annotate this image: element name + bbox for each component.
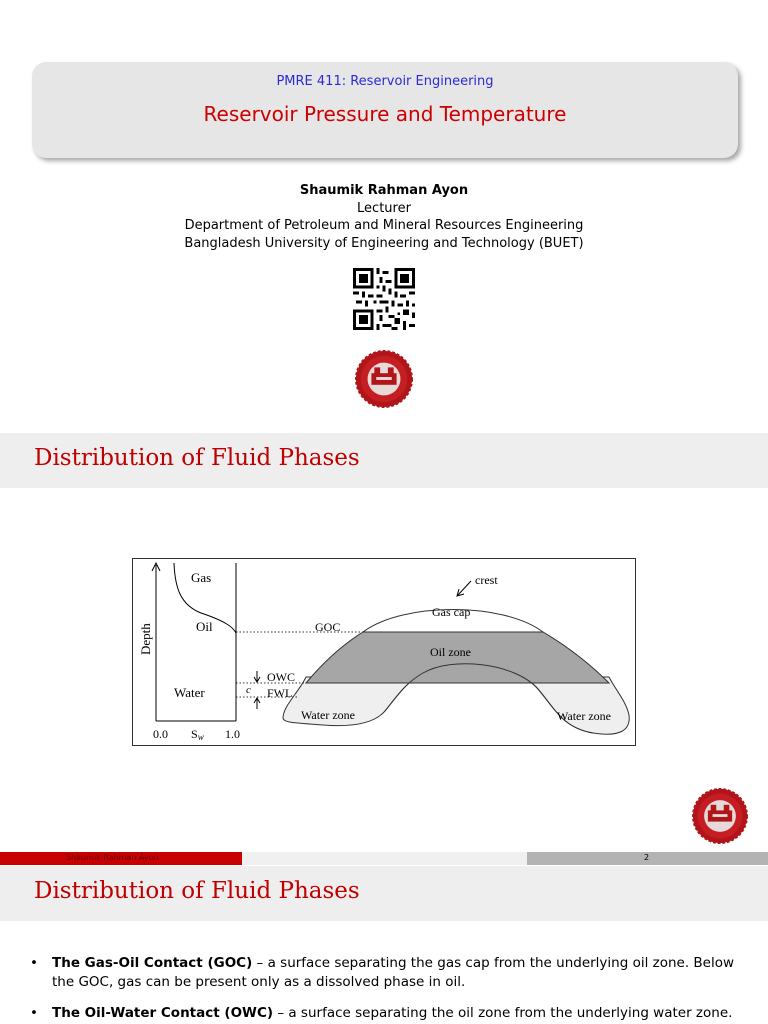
section-title: Distribution of Fluid Phases <box>34 445 360 471</box>
author-role: Lecturer <box>357 200 411 216</box>
label-water-zone-left: Water zone <box>301 708 355 722</box>
presentation-title: Reservoir Pressure and Temperature <box>203 102 567 126</box>
list-item <box>30 954 742 992</box>
bullet-icon: • <box>30 955 38 971</box>
section-header-bar <box>0 433 768 488</box>
label-sw-max: 1.0 <box>225 727 240 741</box>
label-gas-cap: Gas cap <box>432 605 471 619</box>
label-sw-min: 0.0 <box>153 727 168 741</box>
bullet-text: – a surface separating the oil zone from the underlying water zone. <box>273 1005 733 1021</box>
slide-footer <box>0 852 768 865</box>
fluid-distribution-figure <box>132 558 636 746</box>
author-name: Shaumik Rahman Ayon <box>299 183 469 198</box>
page-number: 2 <box>644 853 650 862</box>
section-title: Distribution of Fluid Phases <box>34 878 360 904</box>
title-box <box>32 62 738 158</box>
university-seal-icon <box>355 350 413 408</box>
course-name: PMRE 411: Reservoir Engineering <box>276 74 494 89</box>
label-water-zone-right: Water zone <box>557 709 611 723</box>
section-header-bar <box>0 866 768 921</box>
university-seal-icon <box>692 788 748 844</box>
footer-page-block <box>527 852 768 865</box>
footer-author-block <box>0 852 242 865</box>
label-sw: Sw <box>191 727 204 742</box>
label-depth: Depth <box>138 623 153 655</box>
label-gas: Gas <box>191 570 212 585</box>
label-goc: GOC <box>315 620 341 634</box>
bullet-term: The Gas-Oil Contact (GOC) <box>52 955 253 971</box>
label-crest: crest <box>475 573 498 587</box>
label-c: c <box>246 684 251 696</box>
label-fwl: FWL <box>267 686 293 700</box>
label-owc: OWC <box>267 670 295 684</box>
bullet-term: The Oil-Water Contact (OWC) <box>52 1005 274 1021</box>
author-university: Bangladesh University of Engineering and Technology (BUET) <box>184 235 584 251</box>
list-item <box>30 1004 742 1023</box>
author-department: Department of Petroleum and Mineral Resources Engineering <box>184 218 584 233</box>
label-oil-zone: Oil zone <box>430 645 471 659</box>
label-water: Water <box>174 685 205 700</box>
footer-author: Shaumik Rahman Ayon <box>66 853 159 862</box>
footer-middle-block <box>242 852 527 865</box>
bullet-text: – a surface separating the gas cap from the underlying oil zone. Below the GOC, gas can be present only as a dissolved phase in oil. <box>52 955 735 990</box>
label-oil: Oil <box>196 619 213 634</box>
author-block <box>0 182 768 252</box>
bullet-list <box>30 954 742 1024</box>
qr-code-icon <box>353 268 415 330</box>
bullet-icon: • <box>30 1005 38 1021</box>
